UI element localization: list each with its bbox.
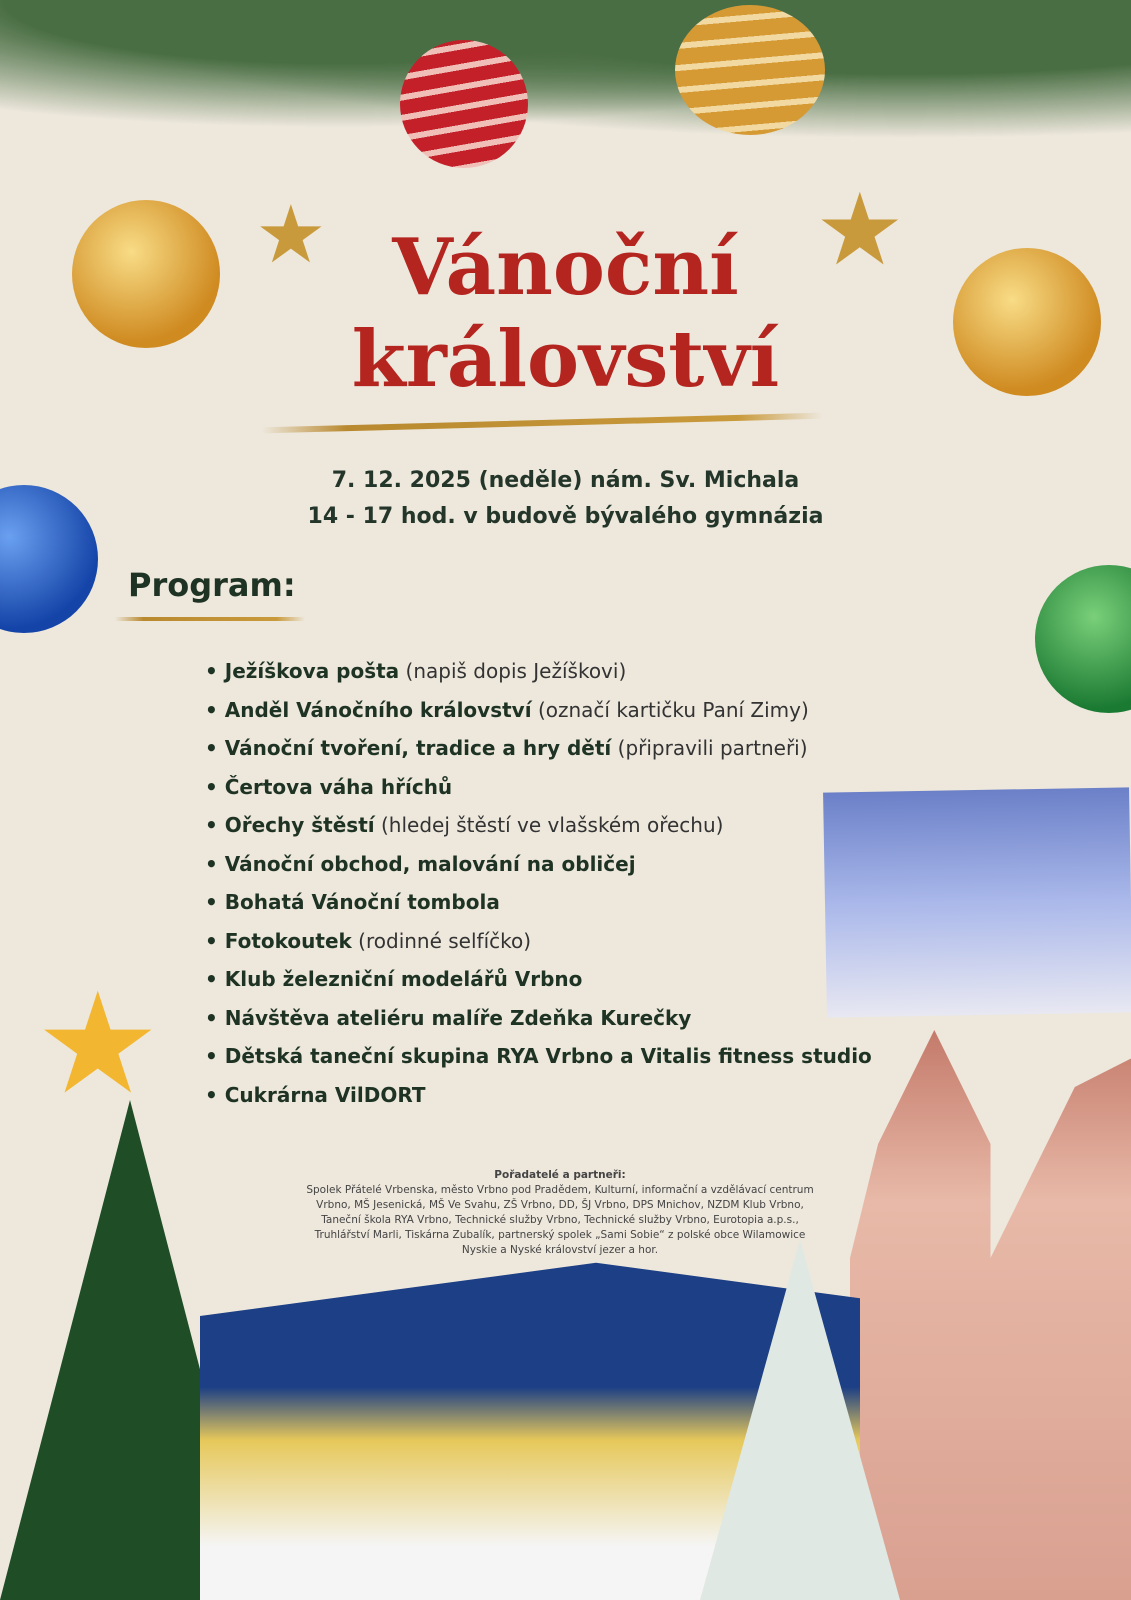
star-icon: ★ (255, 188, 327, 281)
program-item (205, 845, 872, 884)
program-item (205, 652, 872, 691)
program-item-title: Cukrárna VilDORT (224, 1082, 426, 1107)
program-item (205, 729, 872, 768)
program-item-note: (hledej štěstí ve vlašském ořechu) (380, 813, 724, 837)
program-item-title: Čertova váha hříchů (224, 774, 453, 799)
program-item (205, 999, 872, 1038)
program-item-title: Vánoční tvoření, tradice a hry dětí (224, 736, 612, 760)
tree-star-icon: ★ (35, 963, 161, 1126)
event-info (0, 463, 1131, 535)
program-item (205, 1037, 872, 1076)
pine-branches-top (0, 0, 1131, 150)
program-item (205, 806, 872, 845)
snowy-tree (700, 1240, 900, 1600)
program-heading: Program: (128, 566, 296, 604)
event-time-venue: 14 - 17 hod. v budově bývalého gymnázia (307, 504, 824, 529)
partners-heading: Pořadatelé a partneři: (494, 1169, 626, 1181)
gold-ornament (675, 5, 825, 135)
program-divider (115, 617, 305, 621)
program-item (205, 768, 872, 807)
program-item-title: Dětská taneční skupina RYA Vrbno a Vitalis fitness studio (224, 1044, 872, 1068)
program-item-title: Anděl Vánočního království (224, 697, 532, 722)
program-item (205, 883, 872, 922)
red-ornament (400, 40, 528, 168)
program-item-title: Fotokoutek (224, 928, 352, 953)
page-title (0, 222, 1131, 406)
program-item-title: Vánoční obchod, malování na obličej (224, 851, 636, 876)
gold-divider (262, 413, 822, 434)
program-item (205, 1076, 872, 1115)
program-item-note: (připravili partneři) (617, 736, 808, 760)
partners-block (300, 1168, 820, 1258)
program-item (205, 960, 872, 999)
program-item (205, 922, 872, 961)
program-item-note: (napiš dopis Ježíškovi) (405, 659, 627, 683)
program-item (205, 691, 872, 730)
event-date-place: 7. 12. 2025 (neděle) nám. Sv. Michala (331, 468, 800, 493)
program-item-note: (označí kartičku Paní Zimy) (537, 697, 809, 722)
program-item-title: Návštěva ateliéru malíře Zdeňka Kurečky (224, 1005, 692, 1030)
green-ornament (1035, 565, 1131, 713)
title-line-2: království (351, 314, 780, 405)
program-item-note: (rodinné selfíčko) (358, 928, 532, 953)
program-list (205, 652, 872, 1114)
title-line-1: Vánoční (392, 222, 739, 313)
program-item-title: Ježíškova pošta (224, 659, 400, 683)
star-icon: ★ (815, 171, 905, 288)
partners-text: Spolek Přátelé Vrbenska, město Vrbno pod Pradědem, Kulturní, informační a vzdělávací centrum Vrbno, MŠ Jesenická, MŠ Ve Svahu, ZŠ Vrbno, DD, ŠJ Vrbno, DPS Mnichov, NZDM Klub Vrbno, Taneční škola RYA Vrbno, Technické služby Vrbno, Technické služby Vrbno, Eurotopia a.p.s., Truhlářství Marli, Tiskárna Zubalík, partnerský spolek „Sami Sobie“ z polské obce Wilamowice Nyskie a Nyské království jezer a hor. (306, 1184, 814, 1256)
program-item-title: Klub železniční modelářů Vrbno (224, 967, 583, 991)
program-item-title: Ořechy štěstí (224, 813, 375, 837)
program-item-title: Bohatá Vánoční tombola (224, 890, 500, 914)
